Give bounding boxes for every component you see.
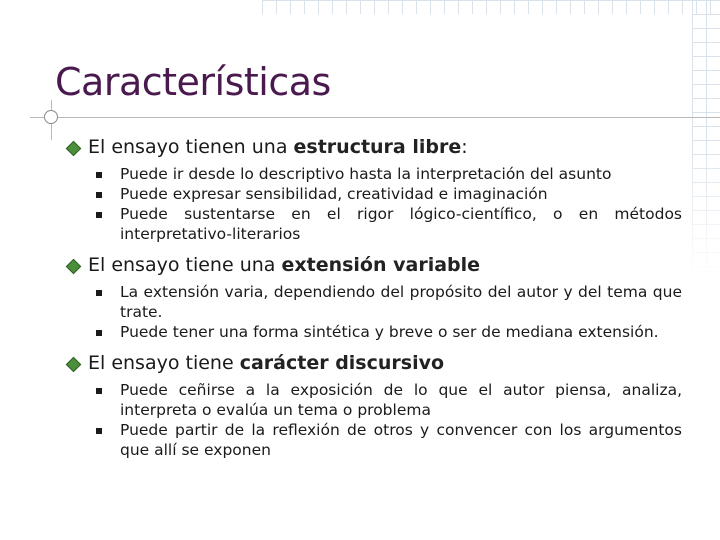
heading-emphasis: extensión variable — [281, 254, 481, 276]
list-item: Puede partir de la reflexión de otros y convencer con los argumentos que allí se exponen — [0, 420, 720, 460]
slide-title: Características — [55, 60, 331, 104]
square-bullet-icon — [96, 290, 102, 296]
diamond-bullet-icon — [66, 141, 82, 157]
list-item: La extensión varia, dependiendo del propósito del autor y del tema que trate. — [0, 282, 720, 322]
section-caracter — [0, 350, 720, 460]
crosshair-ring-icon — [44, 110, 58, 124]
list-item: Puede expresar sensibilidad, creatividad e imaginación — [0, 184, 720, 204]
list-item: Puede ceñirse a la exposición de lo que el autor piensa, analiza, interpreta o evalúa un tema o problema — [0, 380, 720, 420]
list-item: Puede tener una forma sintética y breve o ser de mediana extensión. — [0, 322, 720, 342]
section-heading: El ensayo tiene una extensión variable — [0, 252, 720, 278]
square-bullet-icon — [96, 172, 102, 178]
square-bullet-icon — [96, 428, 102, 434]
heading-emphasis: carácter discursivo — [239, 352, 445, 374]
square-bullet-icon — [96, 330, 102, 336]
slide-body — [0, 134, 720, 468]
list-item: Puede sustentarse en el rigor lógico-científico, o en métodos interpretativo-literarios — [0, 204, 720, 244]
heading-emphasis: estructura libre — [293, 136, 462, 158]
section-heading: El ensayo tiene carácter discursivo — [0, 350, 720, 376]
square-bullet-icon — [96, 388, 102, 394]
section-extension — [0, 252, 720, 342]
diamond-bullet-icon — [66, 357, 82, 373]
title-underline — [30, 117, 720, 118]
section-estructura — [0, 134, 720, 244]
list-item: Puede ir desde lo descriptivo hasta la interpretación del asunto — [0, 164, 720, 184]
square-bullet-icon — [96, 212, 102, 218]
bullet-list — [0, 282, 720, 342]
square-bullet-icon — [96, 192, 102, 198]
bullet-list — [0, 380, 720, 460]
decorative-grid-top — [262, 0, 720, 14]
diamond-bullet-icon — [66, 259, 82, 275]
section-heading: El ensayo tienen una estructura libre: — [0, 134, 720, 160]
bullet-list — [0, 164, 720, 244]
